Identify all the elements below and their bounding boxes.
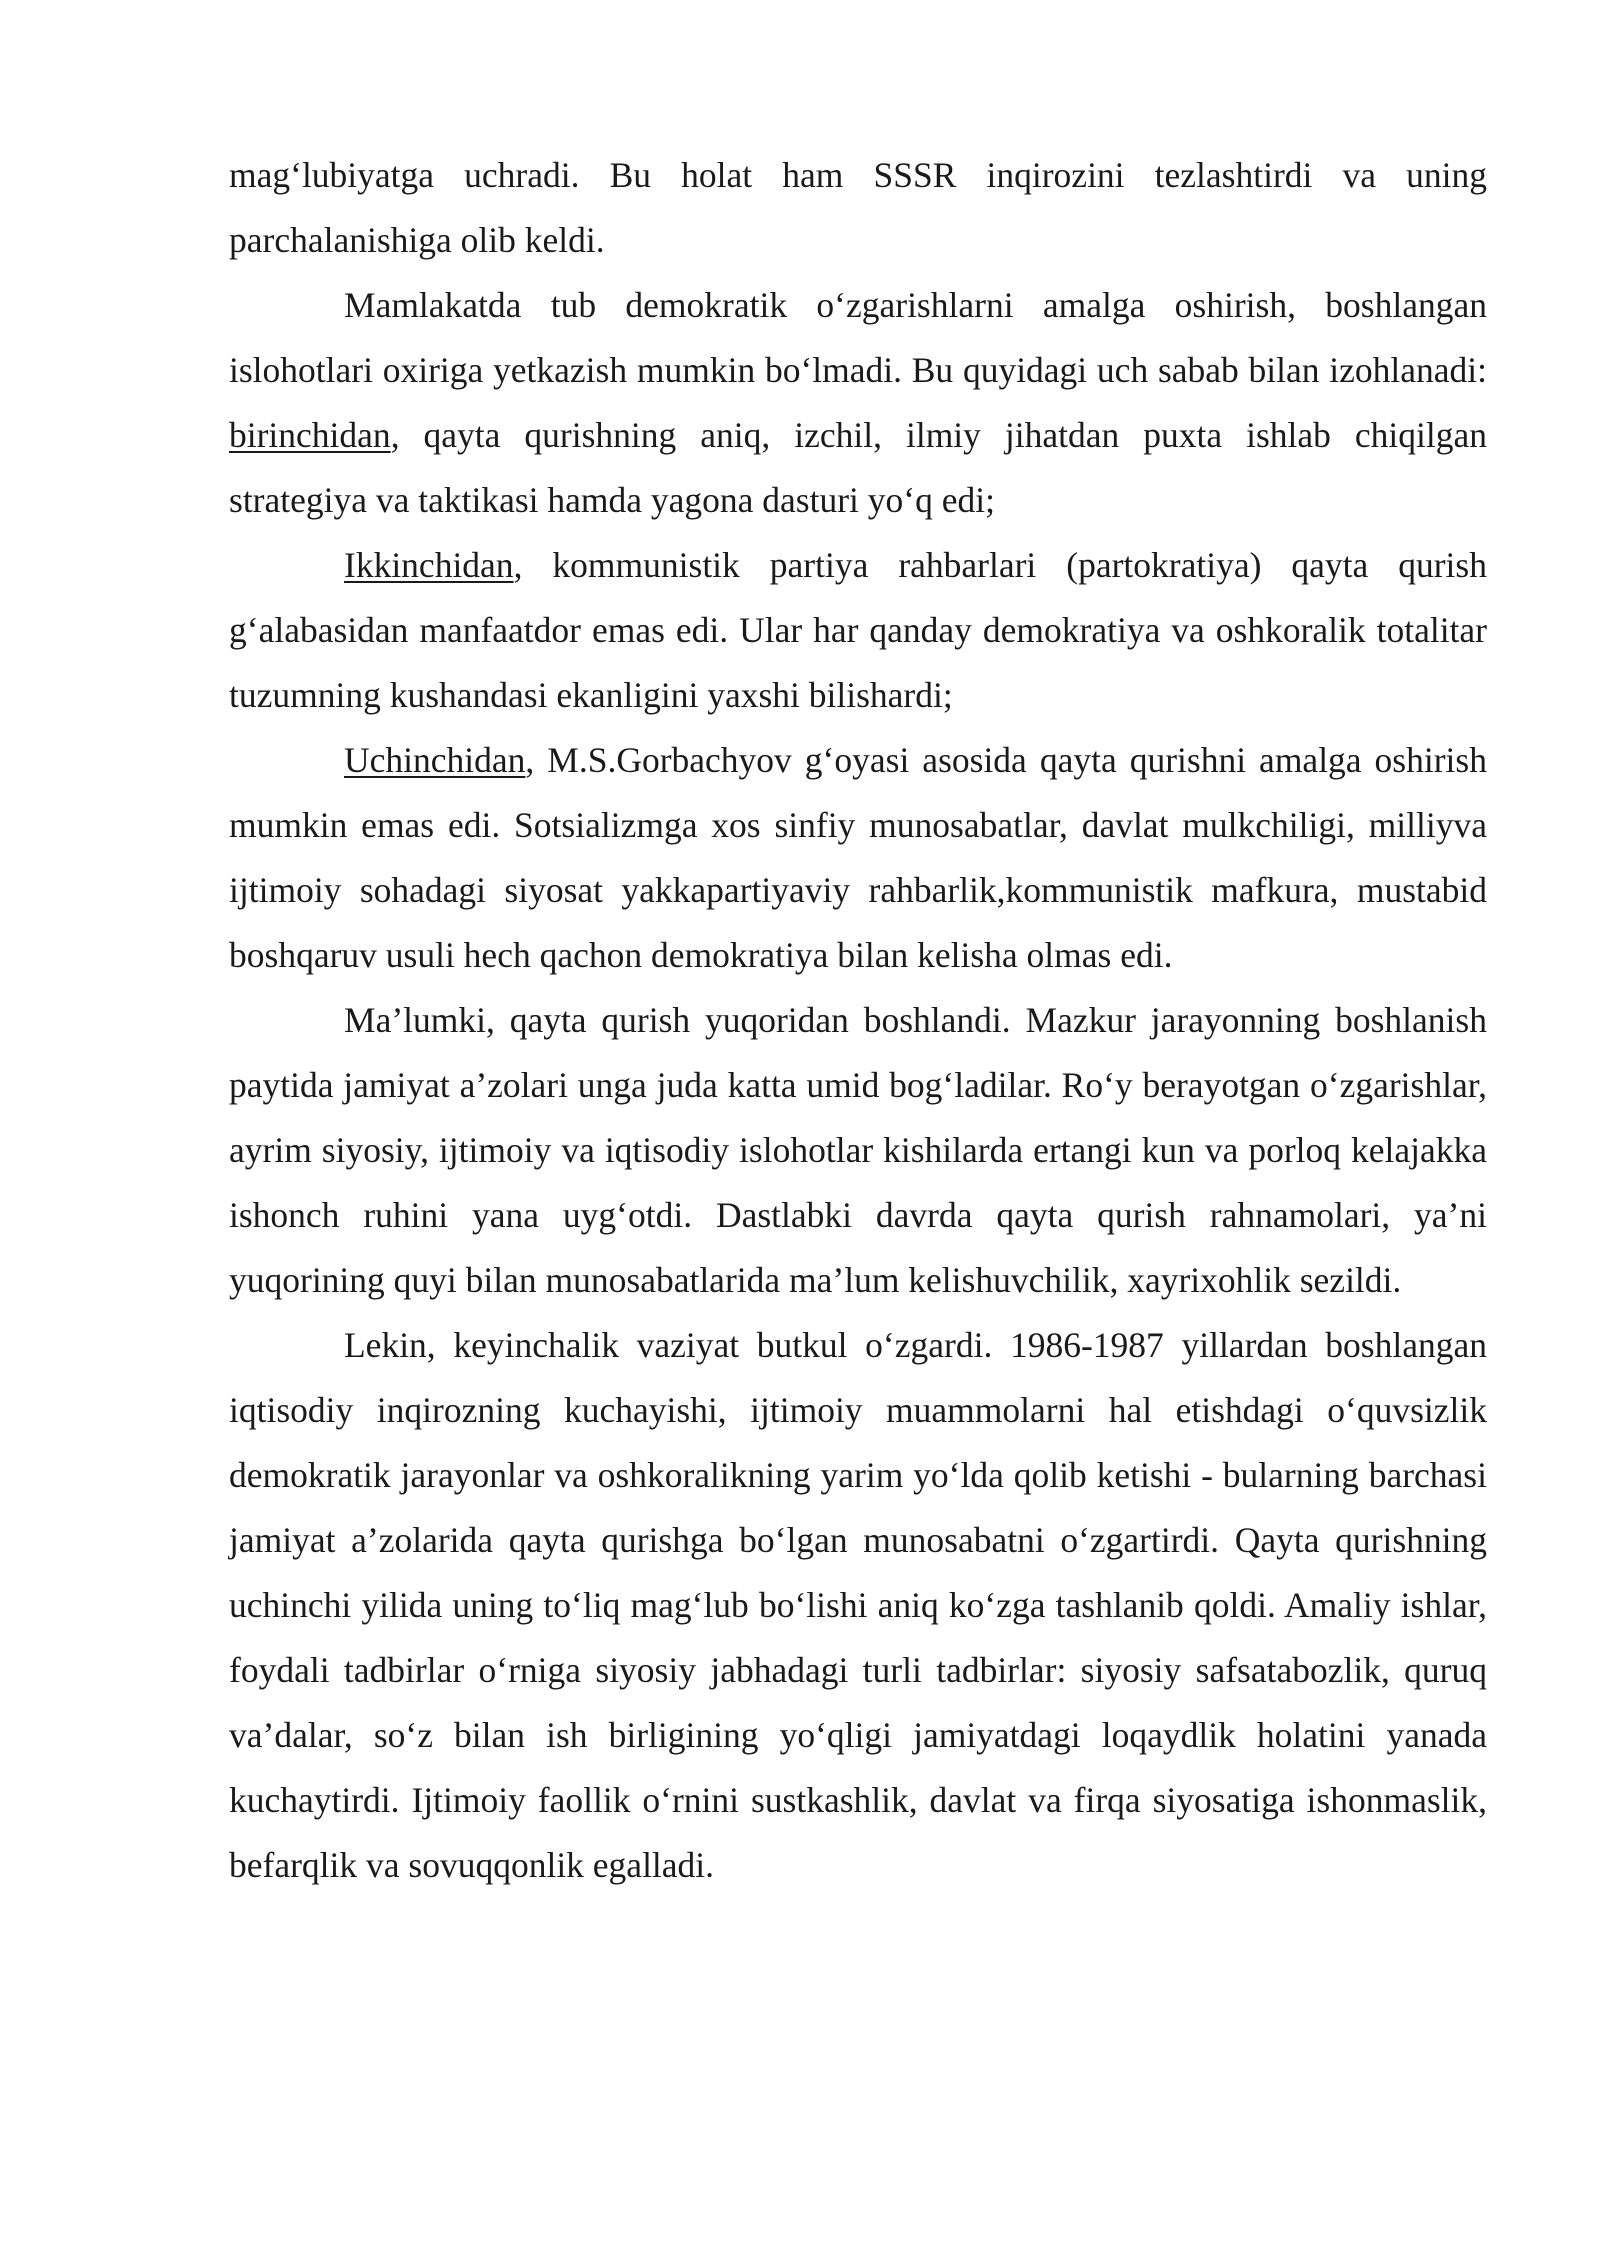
paragraph-6 [229, 1313, 1487, 1898]
paragraph-4-underlined-term: Uchinchidan [344, 740, 526, 780]
paragraph-2 [229, 273, 1487, 533]
paragraph-5-text: Ma’lumki, qayta qurish yuqoridan boshlandi. Mazkur jarayonning boshlanish paytida jamiyat a’zolari unga juda katta umid bog‘ladilar. Ro‘y berayotgan o‘zgarishlar, ayrim siyosiy, ijtimoiy va iqtisodiy islohotlar kishilarda ertangi kun va porloq kelajakka ishonch ruhini yana uyg‘otdi. Dastlabki davrda qayta qurish rahnamolari, ya’ni yuqorining quyi bilan munosabatlarida ma’lum kelishuvchilik, xayrixohlik sezildi. [229, 1000, 1487, 1300]
document-body [229, 143, 1487, 1898]
paragraph-3 [229, 533, 1487, 728]
paragraph-1-text: mag‘lubiyatga uchradi. Bu holat ham SSSR inqirozini tezlashtirdi va uning parchalanishiga olib keldi. [229, 155, 1487, 260]
paragraph-2-lead: Mamlakatda tub demokratik o‘zgarishlarni amalga oshirish, boshlangan islohotlari oxiriga yetkazish mumkin bo‘lmadi. Bu quyidagi uch sabab bilan izohlanadi: [229, 285, 1487, 390]
paragraph-3-rest: , kommunistik partiya rahbarlari (partokratiya) qayta qurish g‘alabasidan manfaatdor emas edi. Ular har qanday demokratiya va oshkoralik totalitar tuzumning kushandasi ekanligini yaxshi bilishardi; [229, 545, 1487, 715]
paragraph-4-rest: , M.S.Gorbachyov g‘oyasi asosida qayta qurishni amalga oshirish mumkin emas edi. Sotsializmga xos sinfiy munosabatlar, davlat mulkchiligi, milliyva ijtimoiy sohadagi siyosat yakkapartiyaviy rahbarlik,kommunistik mafkura, mustabid boshqaruv usuli hech qachon demokratiya bilan kelisha olmas edi. [229, 740, 1487, 975]
paragraph-6-text: Lekin, keyinchalik vaziyat butkul o‘zgardi. 1986-1987 yillardan boshlangan iqtisodiy inqirozning kuchayishi, ijtimoiy muammolarni hal etishdagi o‘quvsizlik demokratik jarayonlar va oshkoralikning yarim yo‘lda qolib ketishi - bularning barchasi jamiyat a’zolarida qayta qurishga bo‘lgan munosabatni o‘zgartirdi. Qayta qurishning uchinchi yilida uning to‘liq mag‘lub bo‘lishi aniq ko‘zga tashlanib qoldi. Amaliy ishlar, foydali tadbirlar o‘rniga siyosiy jabhadagi turli tadbirlar: siyosiy safsatabozlik, quruq va’dalar, so‘z bilan ish birligining yo‘qligi jamiyatdagi loqaydlik holatini yanada kuchaytirdi. Ijtimoiy faollik o‘rnini sustkashlik, davlat va firqa siyosatiga ishonmaslik, befarqlik va sovuqqonlik egalladi. [229, 1325, 1487, 1885]
paragraph-5 [229, 988, 1487, 1313]
paragraph-3-underlined-term: Ikkinchidan [344, 545, 514, 585]
paragraph-2-rest: , qayta qurishning aniq, izchil, ilmiy jihatdan puxta ishlab chiqilgan strategiya va taktikasi hamda yagona dasturi yo‘q edi; [229, 415, 1487, 520]
paragraph-1 [229, 143, 1487, 273]
paragraph-2-underlined-term: birinchidan [229, 415, 391, 455]
paragraph-4 [229, 728, 1487, 988]
